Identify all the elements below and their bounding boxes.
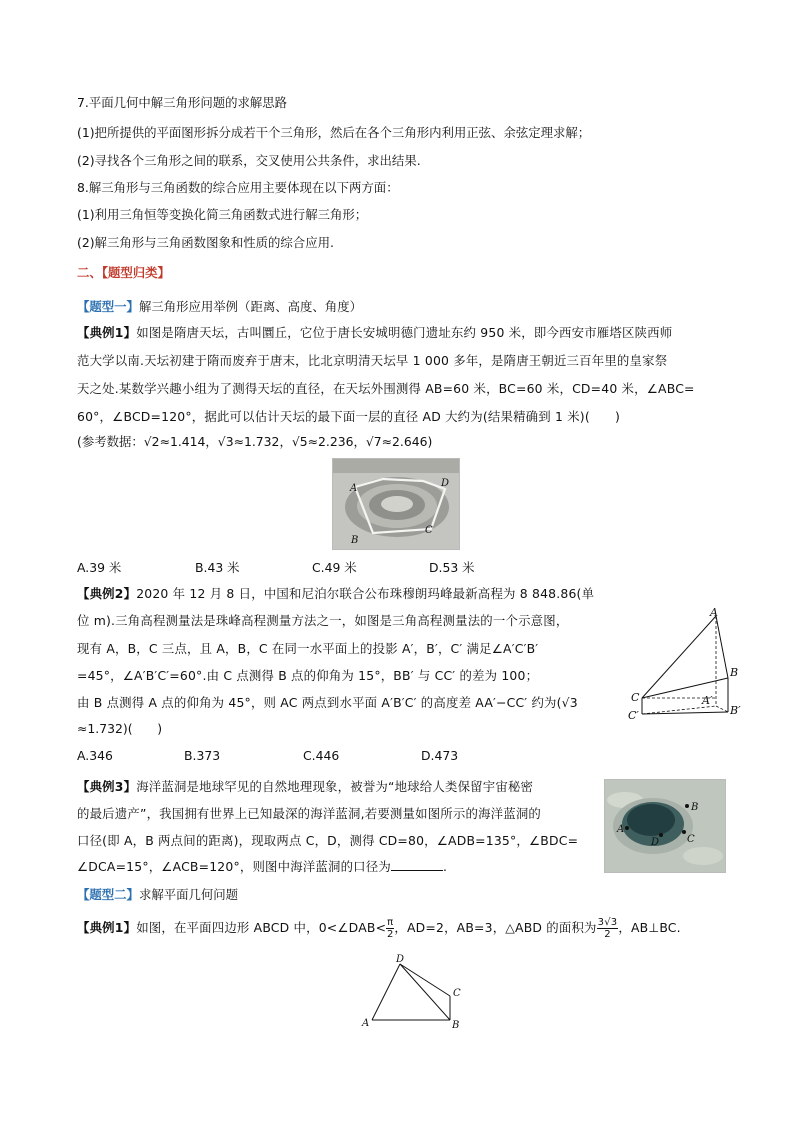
- quad-label-d: D: [396, 954, 405, 965]
- hole-label-d: D: [651, 837, 660, 848]
- ex1-line4: 60°，∠BCD=120°，据此可以估计天坛的最下面一层的直径 AD 大约为(结果精确到 1 米)( ): [77, 409, 621, 424]
- ex1-reference-data: (参考数据：√2≈1.414，√3≈1.732，√5≈2.236，√7≈2.646): [77, 434, 433, 449]
- ex1-line2: 范大学以南.天坛初建于隋而废弃于唐末，比北京明清天坛早 1 000 多年，是隋唐王朝近三百年里的皇家祭: [77, 353, 668, 368]
- hole-label-c: C: [687, 834, 695, 845]
- photo-label-b: B: [351, 535, 359, 546]
- section8-item1: (1)利用三角恒等变换化简三角函数式进行解三角形；: [77, 207, 368, 222]
- ex3-line4: ∠DCA=15°，∠ACB=120°，则图中海洋蓝洞的口径为 .: [77, 859, 448, 874]
- ex2-line4: =45°，∠A′B′C′=60°.由 C 点测得 B 点的仰角为 15°，BB′ 与 CC′ 的差为 100；: [77, 668, 539, 683]
- type1-tag: 【题型一】: [77, 299, 139, 314]
- ex2-option-d: D.473: [421, 748, 459, 763]
- ex1-option-d: D.53 米: [429, 560, 475, 575]
- ex1-line1: 【典例1】如图是隋唐天坛，古叫圜丘，它位于唐长安城明德门遗址东约 950 米，即今西安市雁塔区陕西师: [77, 325, 673, 340]
- ex2-option-b: B.373: [184, 748, 221, 763]
- ex2-label-c: C: [631, 691, 640, 704]
- ex2-tag: 【典例2】: [77, 586, 137, 601]
- part2-heading: [77, 264, 170, 282]
- part2-prefix: 二、: [77, 265, 102, 280]
- ex3-line1: 【典例3】海洋蓝洞是地球罕见的自然地理现象，被誉为“地球给人类保留宇宙秘密: [77, 779, 534, 794]
- ex2-label-a-prime: A′: [702, 694, 713, 707]
- ex2-diagram: [620, 606, 750, 726]
- blue-hole-photo: [604, 779, 726, 873]
- section8-title: 8.解三角形与三角函数的综合应用主要体现在以下两方面：: [77, 180, 399, 195]
- ex2-label-b: B: [730, 666, 739, 679]
- section7-title: 7.平面几何中解三角形问题的求解思路: [77, 95, 288, 110]
- type2-heading: [77, 886, 238, 904]
- ex1-option-c: C.49 米: [312, 560, 357, 575]
- type1-heading: [77, 298, 362, 316]
- hole-label-a: A: [617, 824, 625, 835]
- pi-over-two-fraction: $\frac{\pi}{2}$: [387, 917, 394, 940]
- photo-label-d: D: [441, 478, 450, 489]
- blue-hole-image: [605, 780, 725, 872]
- photo-label-c: C: [425, 525, 433, 536]
- ex2-line2: 位 m).三角高程测量法是珠峰高程测量方法之一，如图是三角高程测量法的一个示意图，: [77, 613, 569, 628]
- section7-item1: (1)把所提供的平面图形拆分成若干个三角形，然后在各个三角形内利用正弦、余弦定理求解；: [77, 125, 591, 140]
- ex1-tag: 【典例1】: [77, 325, 137, 340]
- hole-label-b: B: [691, 802, 699, 813]
- photo-label-a: A: [350, 483, 358, 494]
- ex2-line6: ≈1.732)( ): [77, 721, 163, 736]
- ex2-label-a: A: [710, 606, 718, 619]
- ex3-line3: 口径(即 A，B 两点间的距离)，现取两点 C，D，测得 CD=80，∠ADB=135°，∠BDC=: [77, 833, 579, 848]
- type2-title: 求解平面几何问题: [138, 887, 239, 902]
- ex2-option-a: A.346: [77, 748, 113, 763]
- ex2-option-c: C.446: [303, 748, 340, 763]
- quad-label-c: C: [453, 988, 461, 999]
- ex3-line2: 的最后遗产”，我国拥有世界上已知最深的海洋蓝洞,若要测量如图所示的海洋蓝洞的: [77, 806, 542, 821]
- type2-tag: 【题型二】: [77, 887, 139, 902]
- part2-title: 【题型归类】: [101, 265, 170, 280]
- section7-item2: (2)寻找各个三角形之间的联系，交叉使用公共条件，求出结果.: [77, 153, 421, 168]
- area-fraction: $\frac{3√3}{2}$: [597, 917, 618, 940]
- quadrilateral-diagram: [360, 952, 472, 1034]
- ex1-option-b: B.43 米: [195, 560, 240, 575]
- ex2-line3: 现有 A，B，C 三点，且 A，B，C 在同一水平面上的投影 A′，B′，C′ 满足∠A′C′B′: [77, 641, 539, 656]
- type2-ex1-tag: 【典例1】: [77, 920, 137, 935]
- tiantan-photo: [332, 458, 460, 550]
- quad-label-b: B: [452, 1020, 460, 1031]
- type1-title: 解三角形应用举例（距离、高度、角度）: [138, 299, 362, 314]
- ex1-line3: 天之处.某数学兴趣小组为了测得天坛的直径，在天坛外围测得 AB=60 米，BC=60 米，CD=40 米，∠ABC=: [77, 381, 695, 396]
- ex2-line5: 由 B 点测得 A 点的仰角为 45°，则 AC 两点到水平面 A′B′C′ 的高度差 AA′−CC′ 约为(√3: [77, 695, 578, 710]
- ex3-tag: 【典例3】: [77, 779, 137, 794]
- type2-ex1-line1: 【典例1】如图，在平面四边形 ABCD 中，0<∠DAB< $\frac{\pi}{2}$ ，AD=2，AB=3，△ABD 的面积为 $\frac{3√3}{2}$ ，AB⊥BC.: [77, 917, 681, 940]
- ex2-line1: 【典例2】2020 年 12 月 8 日，中国和尼泊尔联合公布珠穆朗玛峰最新高程为 8 848.86(单: [77, 586, 595, 601]
- ex2-label-b-prime: B′: [730, 704, 741, 717]
- section8-item2: (2)解三角形与三角函数图象和性质的综合应用.: [77, 235, 334, 250]
- ex3-answer-blank[interactable]: [391, 858, 443, 871]
- tiantan-image: [333, 459, 459, 549]
- ex2-label-c-prime: C′: [628, 709, 639, 722]
- ex1-option-a: A.39 米: [77, 560, 122, 575]
- quad-label-a: A: [362, 1018, 370, 1029]
